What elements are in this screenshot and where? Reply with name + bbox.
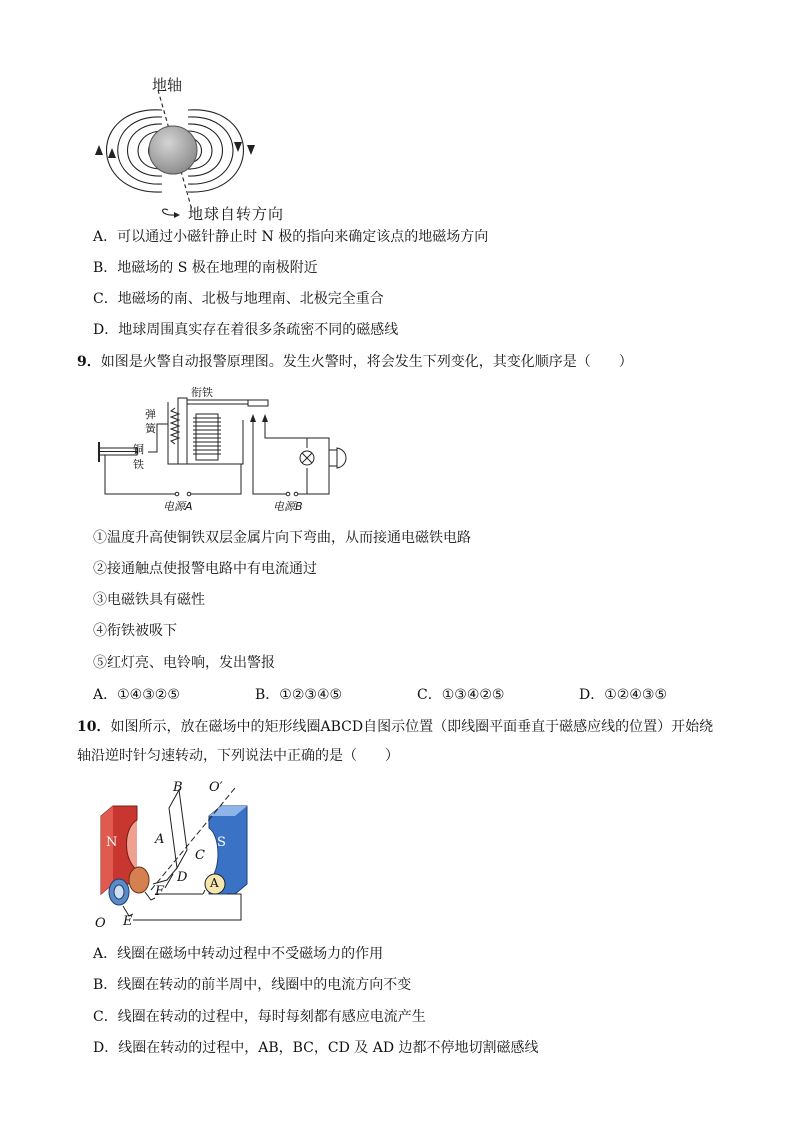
q9-option-b-letter: B．: [255, 687, 280, 703]
axis-label-o: O: [95, 916, 106, 931]
q8-option-b: B．地磁场的 S 极在地理的南极附近: [93, 260, 318, 276]
earth-rotation-label: 地球自转方向: [188, 205, 285, 223]
earth-axis-label: 地轴: [152, 76, 183, 94]
q9-option-a-value: ①④③②⑤: [117, 687, 180, 703]
q8-option-a: A．可以通过小磁针静止时 N 极的指向来确定该点的地磁场方向: [93, 229, 489, 245]
source-b-label: 电源B: [273, 500, 303, 513]
q9-option-b: [255, 686, 342, 704]
coil-label-b: B: [173, 780, 183, 795]
q9-stem: [77, 353, 633, 371]
q9-option-d-value: ①②④③⑤: [604, 687, 667, 703]
copper-label-2: 铁: [133, 458, 144, 471]
q9-step-3: ③电磁铁具有磁性: [93, 592, 205, 608]
q9-number: 9．: [77, 354, 101, 370]
q9-option-b-value: ①②③④⑤: [279, 687, 343, 703]
q9-option-c-value: ①③④②⑤: [441, 687, 505, 703]
armature-label: 衔铁: [191, 386, 213, 399]
fire-alarm-figure: [93, 384, 363, 514]
q8-option-d: D．地球周围真实存在着很多条疏密不同的磁感线: [93, 322, 399, 338]
spring-label-2: 簧: [145, 422, 156, 435]
q10-stem-text-1: 如图所示，放在磁场中的矩形线圈ABCD自图示位置（即线圈平面垂直于磁感应线的位置）开始绕: [110, 719, 714, 735]
q9-option-d-letter: D．: [579, 687, 605, 703]
brush-label-f: F: [155, 884, 165, 899]
q10-option-a: A．线圈在磁场中转动过程中不受磁场力的作用: [93, 946, 384, 962]
q9-step-4: ④衔铁被吸下: [93, 623, 177, 639]
q10-option-c: C．线圈在转动的过程中，每时每刻都有感应电流产生: [93, 1009, 426, 1025]
q9-option-d: [579, 686, 667, 704]
generator-figure: [93, 780, 258, 930]
q10-number: 10．: [77, 719, 111, 735]
q9-stem-text: 如图是火警自动报警原理图。发生火警时，将会发生下列变化，其变化顺序是（ ）: [100, 354, 633, 370]
q10-stem-line1: [77, 718, 713, 736]
coil-label-c: C: [195, 848, 205, 863]
q9-option-c: [417, 686, 504, 704]
source-a-label: 电源A: [163, 500, 193, 513]
q9-option-c-letter: C．: [417, 687, 442, 703]
q10-stem-line2: 轴沿逆时针匀速转动，下列说法中正确的是（ ）: [77, 748, 399, 764]
q9-step-2: ②接通触点使报警电路中有电流通过: [93, 561, 317, 577]
q9-step-5: ⑤红灯亮、电铃响，发出警报: [93, 655, 275, 671]
q9-option-a: [93, 686, 180, 704]
spring-label-1: 弹: [145, 408, 156, 421]
magnet-s-label: S: [217, 835, 226, 850]
generator-diagram: [93, 780, 258, 930]
q10-option-d: D．线圈在转动的过程中，AB，BC，CD 及 AD 边都不停地切割磁感线: [93, 1040, 539, 1056]
brush-label-e: E: [123, 914, 133, 929]
q10-option-b: B．线圈在转动的前半周中，线圈中的电流方向不变: [93, 977, 412, 993]
copper-label-1: 铜: [133, 443, 144, 456]
earth-magnetic-field-figure: [88, 70, 328, 225]
q9-option-a-letter: A．: [93, 687, 118, 703]
coil-label-a: A: [155, 832, 165, 847]
axis-label-o-prime: O′: [209, 780, 223, 795]
q9-step-1: ①温度升高使铜铁双层金属片向下弯曲，从而接通电磁铁电路: [93, 530, 471, 546]
ammeter-label: A: [210, 876, 219, 890]
q8-option-c: C．地磁场的南、北极与地理南、北极完全重合: [93, 291, 384, 307]
coil-label-d: D: [177, 870, 188, 885]
magnet-n-label: N: [106, 835, 118, 850]
earth-field-diagram: [88, 70, 328, 225]
